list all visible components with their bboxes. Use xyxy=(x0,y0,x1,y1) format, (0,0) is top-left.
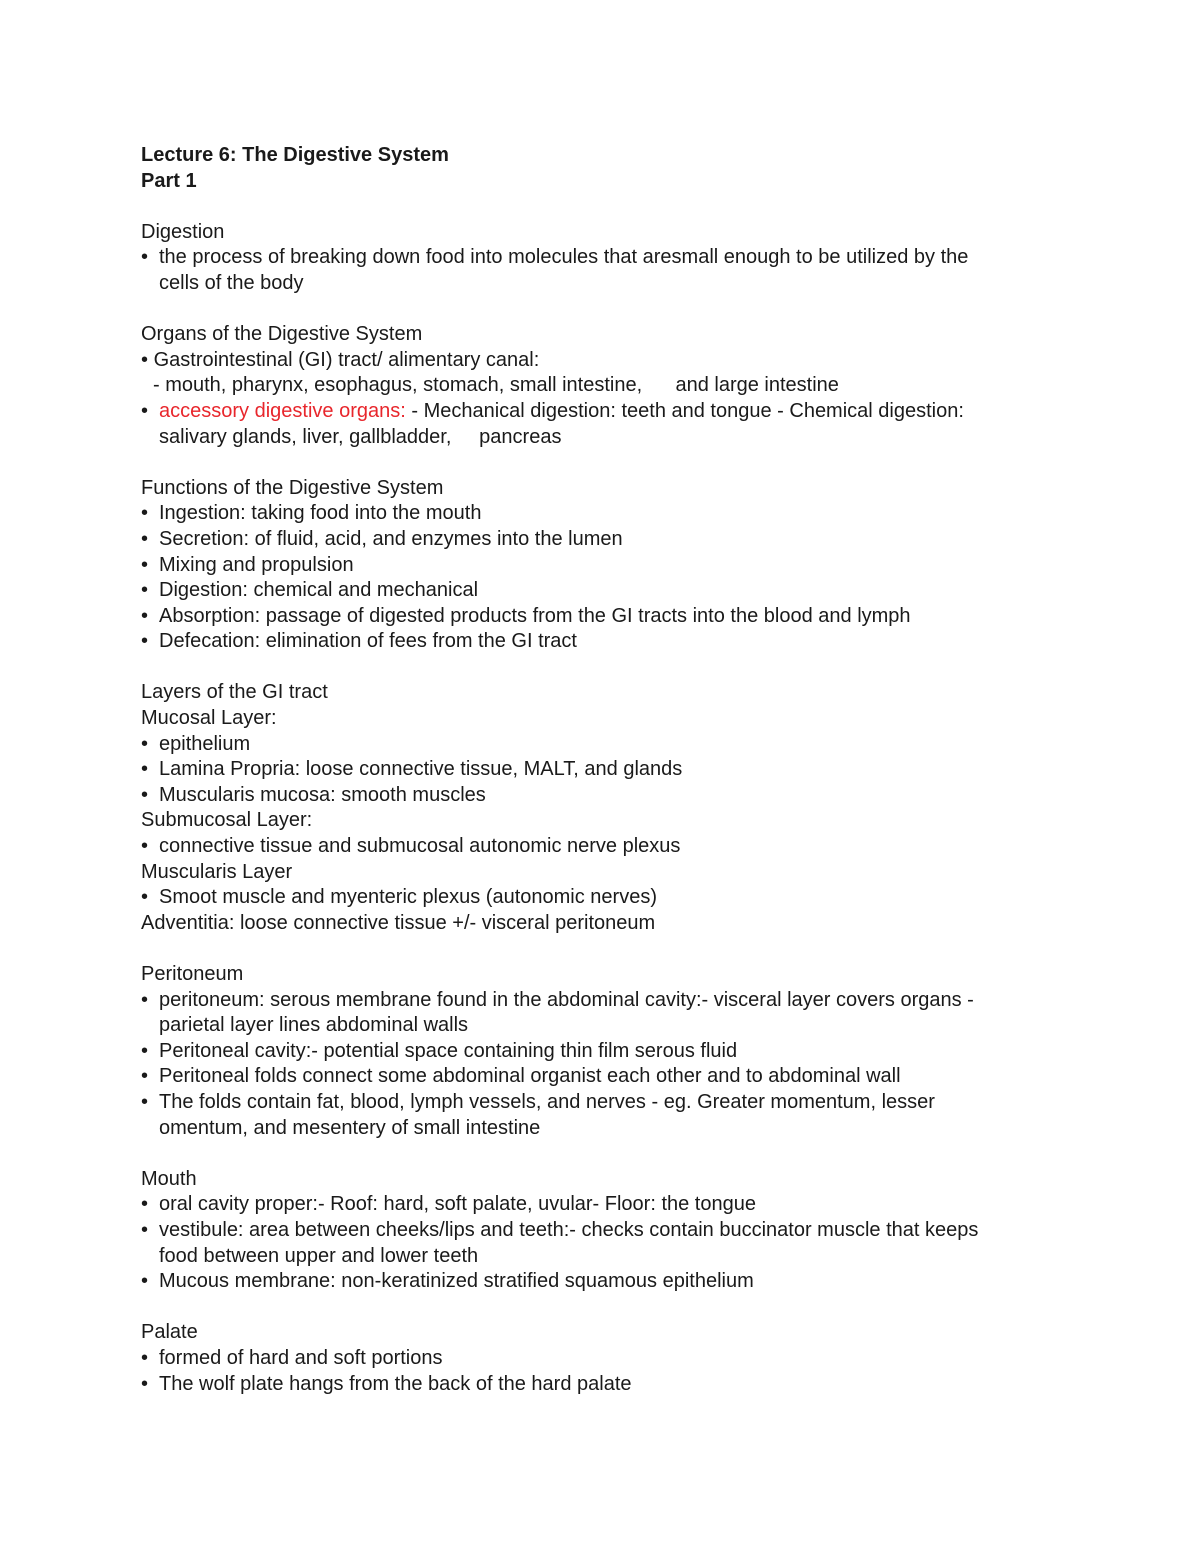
spacer xyxy=(141,655,1101,681)
list-item xyxy=(141,1039,1101,1065)
bullet-icon: • xyxy=(141,399,149,422)
list-item xyxy=(141,527,1101,553)
list-item xyxy=(141,757,1101,783)
list-item-text: formed of hard and soft portions xyxy=(159,1346,443,1369)
list-item-text: Peritoneal folds connect some abdominal organist each other and to abdominal wall xyxy=(159,1065,901,1088)
list-item-continuation: parietal layer lines abdominal walls xyxy=(159,1014,469,1037)
document-body xyxy=(141,143,1101,1397)
section-heading-layers: Layers of the GI tract xyxy=(141,681,328,704)
bullet-icon: • xyxy=(141,1193,149,1216)
document-subtitle: Part 1 xyxy=(141,169,197,192)
list-item-continuation: food between upper and lower teeth xyxy=(159,1244,479,1267)
bullet-icon: • xyxy=(141,604,149,627)
list-item-continuation: omentum, and mesentery of small intestine xyxy=(159,1116,541,1139)
bullet-icon: • xyxy=(141,1270,149,1293)
list-item xyxy=(141,501,1101,527)
subsection-heading-mucosal: Mucosal Layer: xyxy=(141,707,277,730)
list-item xyxy=(141,988,1101,1014)
section-heading-organs: Organs of the Digestive System xyxy=(141,323,423,346)
section-heading-mouth: Mouth xyxy=(141,1167,197,1190)
list-item-text: vestibule: area between cheeks/lips and teeth:- checks contain buccinator muscle that keeps xyxy=(159,1218,979,1241)
document-title: Lecture 6: The Digestive System xyxy=(141,144,449,166)
section-heading-palate: Palate xyxy=(141,1321,198,1344)
bullet-icon: • xyxy=(141,783,149,806)
list-item-text: The folds contain fat, blood, lymph vessels, and nerves - eg. Greater momentum, lesser xyxy=(159,1090,935,1113)
sub-list-item: - mouth, pharynx, esophagus, stomach, small intestine, and large intestine xyxy=(153,374,839,397)
spacer xyxy=(141,1141,1101,1167)
list-item xyxy=(141,1218,1101,1244)
bullet-icon: • xyxy=(141,835,149,858)
list-item xyxy=(141,348,1101,374)
bullet-icon: • xyxy=(141,527,149,550)
bullet-icon: • xyxy=(141,579,149,602)
bullet-icon: • xyxy=(141,1372,149,1395)
list-item-text: Defecation: elimination of fees from the GI tract xyxy=(159,630,577,653)
list-item xyxy=(141,885,1101,911)
bullet-icon: • xyxy=(141,502,149,525)
bullet-icon: • xyxy=(141,988,149,1011)
list-item-text: the process of breaking down food into molecules that aresmall enough to be utilized by the xyxy=(159,246,969,269)
list-item xyxy=(141,629,1101,655)
bullet-icon: • xyxy=(141,246,149,269)
bullet-icon: • xyxy=(141,348,149,371)
list-item xyxy=(141,1346,1101,1372)
list-item-text: Lamina Propria: loose connective tissue, MALT, and glands xyxy=(159,758,683,781)
list-item-text: Mixing and propulsion xyxy=(159,553,354,576)
section-heading-functions: Functions of the Digestive System xyxy=(141,476,444,499)
list-item xyxy=(141,553,1101,579)
list-item xyxy=(141,1372,1101,1398)
list-item-text: Secretion: of fluid, acid, and enzymes into the lumen xyxy=(159,527,623,550)
bullet-icon: • xyxy=(141,758,149,781)
subsection-heading-muscularis: Muscularis Layer xyxy=(141,860,293,883)
spacer xyxy=(141,936,1101,962)
bullet-icon: • xyxy=(141,886,149,909)
adventitia-line: Adventitia: loose connective tissue +/- visceral peritoneum xyxy=(141,911,656,934)
list-item-text: - Mechanical digestion: teeth and tongue - Chemical digestion: xyxy=(405,399,964,422)
list-item-text: Digestion: chemical and mechanical xyxy=(159,579,479,602)
list-item-text: connective tissue and submucosal autonomic nerve plexus xyxy=(159,835,681,858)
list-item-text: Peritoneal cavity:- potential space containing thin film serous fluid xyxy=(159,1039,738,1062)
list-item-text: Ingestion: taking food into the mouth xyxy=(159,502,482,525)
bullet-icon: • xyxy=(141,1346,149,1369)
list-item-text: The wolf plate hangs from the back of the hard palate xyxy=(159,1372,632,1395)
bullet-icon: • xyxy=(141,1065,149,1088)
list-item-continuation: salivary glands, liver, gallbladder, pancreas xyxy=(159,425,562,448)
list-item xyxy=(141,1064,1101,1090)
spacer xyxy=(141,194,1101,220)
spacer xyxy=(141,1295,1101,1321)
list-item xyxy=(141,1269,1101,1295)
list-item-text: epithelium xyxy=(159,732,251,755)
list-item xyxy=(141,834,1101,860)
list-item xyxy=(141,1192,1101,1218)
list-item-text: Absorption: passage of digested products from the GI tracts into the blood and lymph xyxy=(159,604,911,627)
list-item xyxy=(141,399,1101,425)
bullet-icon: • xyxy=(141,553,149,576)
bullet-icon: • xyxy=(141,630,149,653)
list-item xyxy=(141,245,1101,271)
spacer xyxy=(141,450,1101,476)
bullet-icon: • xyxy=(141,1039,149,1062)
list-item xyxy=(141,578,1101,604)
list-item-text: oral cavity proper:- Roof: hard, soft palate, uvular- Floor: the tongue xyxy=(159,1193,756,1216)
highlighted-term: accessory digestive organs: xyxy=(159,399,406,422)
bullet-icon: • xyxy=(141,1218,149,1241)
section-heading-digestion: Digestion xyxy=(141,220,225,243)
list-item xyxy=(141,604,1101,630)
list-item-text: Smoot muscle and myenteric plexus (autonomic nerves) xyxy=(159,886,657,909)
list-item xyxy=(141,783,1101,809)
spacer xyxy=(141,297,1101,323)
list-item-text: Mucous membrane: non-keratinized stratified squamous epithelium xyxy=(159,1270,754,1293)
subsection-heading-submucosal: Submucosal Layer: xyxy=(141,809,313,832)
bullet-icon: • xyxy=(141,1090,149,1113)
list-item-text: Muscularis mucosa: smooth muscles xyxy=(159,783,486,806)
list-item-continuation: cells of the body xyxy=(159,271,304,294)
bullet-icon: • xyxy=(141,732,149,755)
list-item-text: Gastrointestinal (GI) tract/ alimentary canal: xyxy=(153,348,540,371)
list-item xyxy=(141,732,1101,758)
list-item-text: peritoneum: serous membrane found in the abdominal cavity:- visceral layer covers organs - xyxy=(159,988,974,1011)
section-heading-peritoneum: Peritoneum xyxy=(141,963,244,985)
list-item xyxy=(141,1090,1101,1116)
